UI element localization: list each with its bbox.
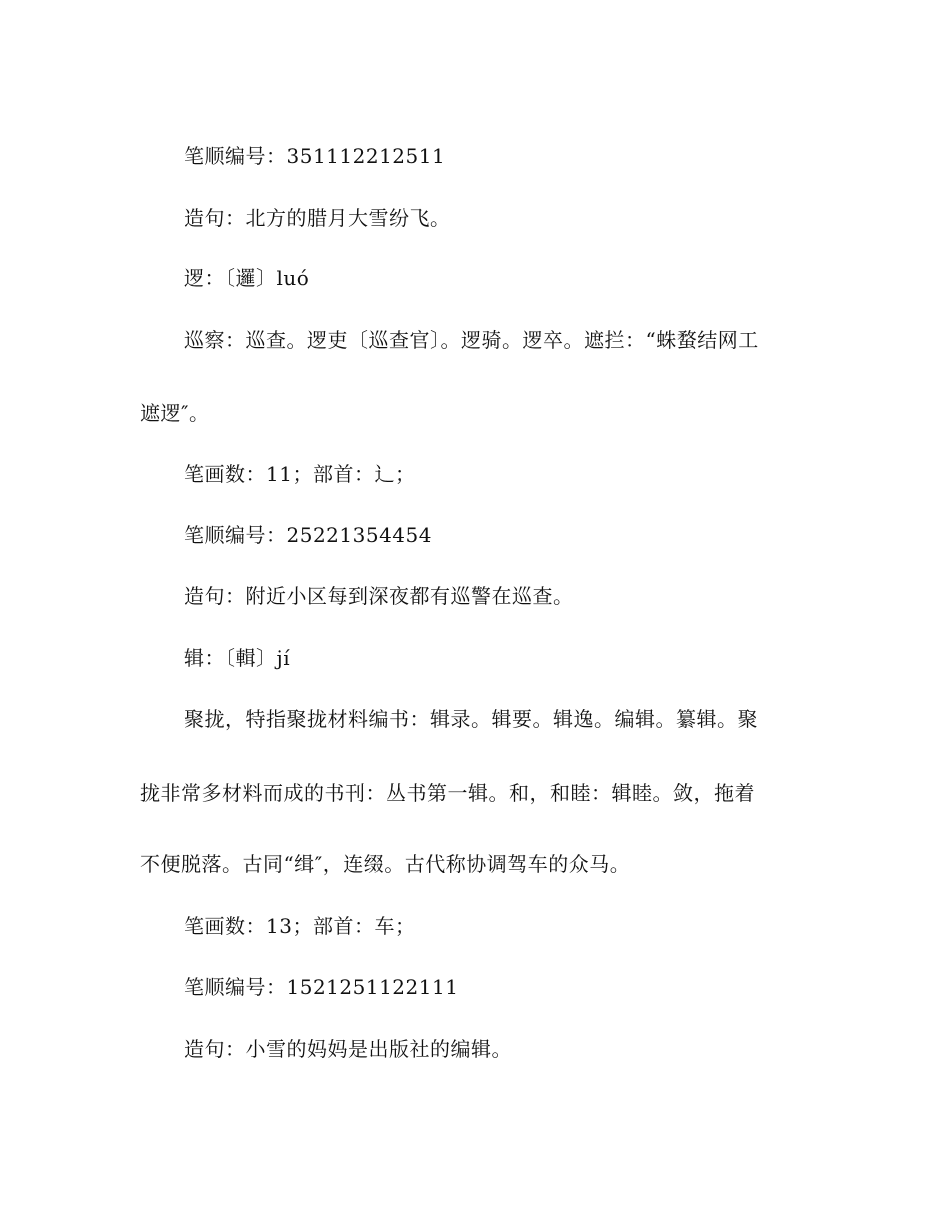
text-line: 拢非常多材料而成的书刊：丛书第一辑。和，和睦：辑睦。敛，拖着 [140, 781, 755, 805]
text-line: 造句：小雪的妈妈是出版社的编辑。 [184, 1037, 512, 1061]
text-line: 笔顺编号：351112212511 [184, 144, 446, 168]
text-line: 笔顺编号：1521251122111 [184, 975, 459, 999]
text-line: 逻：〔邏〕luó [184, 266, 310, 290]
text-line: 遮逻″。 [140, 401, 210, 425]
text-line: 聚拢，特指聚拢材料编书：辑录。辑要。辑逸。编辑。纂辑。聚 [184, 707, 758, 731]
text-line: 笔画数：11；部首：辶； [184, 462, 416, 486]
text-line: 造句：附近小区每到深夜都有巡警在巡查。 [184, 584, 574, 608]
text-line: 笔顺编号：25221354454 [184, 523, 432, 547]
text-line: 巡察：巡查。逻吏〔巡查官〕。逻骑。逻卒。遮拦：“蛛蝥结网工 [184, 328, 759, 352]
text-line: 辑：〔輯〕jí [184, 646, 291, 670]
text-line: 造句：北方的腊月大雪纷飞。 [184, 206, 451, 230]
text-line: 笔画数：13；部首：车； [184, 914, 416, 938]
text-line: 不便脱落。古同“缉″，连缀。古代称协调驾车的众马。 [140, 852, 631, 876]
